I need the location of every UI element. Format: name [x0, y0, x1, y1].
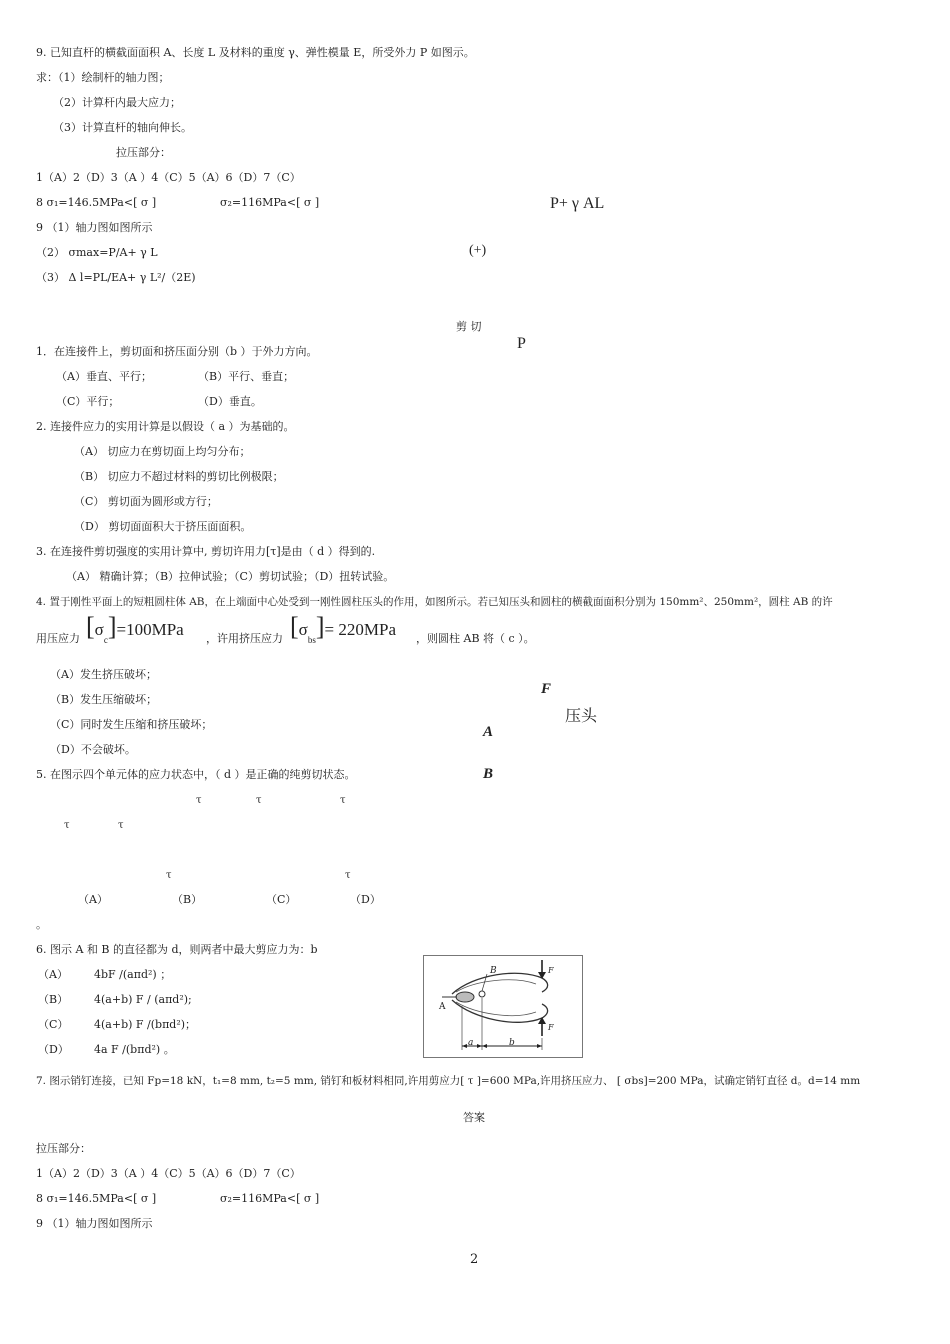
fig4-force-label: F	[541, 681, 552, 697]
shear-heading: 剪 切	[456, 320, 482, 333]
axial-force-P-label: P	[517, 335, 526, 352]
subscript-c: c	[103, 635, 108, 645]
q5-label-d: （D）	[350, 893, 381, 906]
sigma-symbol: σ	[298, 620, 308, 639]
shear-q3-options: （A） 精确计算；（B）拉伸试验；（C）剪切试验；（D）扭转试验。	[66, 570, 395, 583]
answers2-line8a: 8 σ₁=146.5MPa<[ σ ]	[36, 1192, 157, 1205]
fig4-point-a-label: A	[483, 724, 494, 740]
q5-label-c: （C）	[266, 893, 297, 906]
q9-line3: （2）计算杆内最大应力；	[53, 96, 181, 109]
shear-q2: 2. 连接件应力的实用计算是以假设（ a ）为基础的。	[36, 420, 295, 433]
answers2-line1: 1（A）2（D）3（A ）4（C）5（A）6（D）7（C）	[36, 1167, 301, 1180]
allowable-compressive-value: =100MPa	[116, 620, 184, 639]
shear-q4-line2-b: ，许用挤压应力	[206, 632, 283, 645]
answers2-line8b: σ₂=116MPa<[ σ ]	[220, 1192, 320, 1205]
shear-q1-option-d: （D）垂直。	[198, 395, 262, 408]
q9-line4: （3）计算直杆的轴向伸长。	[53, 121, 192, 134]
answers2-heading: 答案	[463, 1111, 485, 1124]
shear-q7: 7. 图示销钉连接，已知 Fp=18 kN，t₁=8 mm, t₂=5 mm, 销钉和板材料相同,许用剪应力[ τ ]=600 MPa,许用挤压应力、 [ σbs]=200 MPa，试确定销钉直径 d。d=14 mm	[36, 1075, 861, 1087]
q6-option-a: 4bF /(aπd²) ；	[94, 968, 172, 981]
pliers-figure	[423, 955, 583, 1058]
allowable-bearing-value: = 220MPa	[324, 620, 396, 639]
answers2-subheading: 拉压部分：	[36, 1142, 91, 1155]
shear-q5: 5. 在图示四个单元体的应力状态中，（ d ）是正确的纯剪切状态。	[36, 768, 356, 781]
fig6-a-label: A	[439, 1002, 446, 1012]
fig6-b-label: B	[490, 966, 497, 976]
fig6-dim-a: a	[468, 1038, 474, 1048]
fig6-f-bottom-label: F	[548, 1023, 554, 1032]
answers-line8a: 8 σ₁=146.5MPa<[ σ ]	[36, 196, 157, 209]
answers-line9-1: 9 （1）轴力图如图所示	[36, 221, 153, 234]
answers-line8b: σ₂=116MPa<[ σ ]	[220, 196, 320, 209]
answers-line9-3: （3） Δ l=PL/EA+ γ L²/（2E)	[36, 271, 196, 284]
fig6-f-top-label: F	[548, 966, 554, 975]
axial-force-sign: (+)	[469, 243, 487, 258]
q9-line2: 求：（1）绘制杆的轴力图；	[36, 71, 170, 84]
allowable-bearing-stress-formula: $[\sigma_{bs}]= 220MPa$	[290, 612, 396, 645]
q6-option-a-label: （A）	[38, 968, 68, 981]
shear-q4-option-c: （C）同时发生压缩和挤压破坏；	[50, 718, 213, 731]
shear-q3: 3. 在连接件剪切强度的实用计算中, 剪切许用力[τ]是由（ d ）得到的.	[36, 545, 376, 558]
subscript-bs: bs	[307, 635, 316, 645]
page-number: 2	[470, 1252, 479, 1267]
q6-option-b-label: （B）	[38, 993, 69, 1006]
tau-label: τ	[256, 795, 262, 806]
shear-q6: 6. 图示 A 和 B 的直径都为 d，则两者中最大剪应力为：b	[36, 943, 318, 956]
shear-q4-line2-c: ，则圆柱 AB 将（ c ）。	[416, 632, 535, 645]
shear-q1-option-b: （B）平行、垂直；	[198, 370, 295, 383]
answers-heading: 拉压部分：	[116, 146, 171, 159]
tau-label: τ	[340, 795, 346, 806]
shear-q4-line1: 4. 置于刚性平面上的短粗圆柱体 AB，在上端面中心处受到一刚性圆柱压头的作用，如图所示。若已知压头和圆柱的横截面面积分别为 150mm²、250mm²，圆柱 AB 的许	[36, 596, 833, 608]
q5-end-mark: 。	[36, 918, 47, 931]
sigma-symbol: σ	[94, 620, 104, 639]
tau-label: τ	[64, 820, 70, 831]
q6-option-c: 4(a+b) F /(bπd²)；	[94, 1018, 197, 1031]
q5-label-b: （B）	[172, 893, 203, 906]
fig6-dim-b: b	[509, 1038, 515, 1048]
allowable-compressive-stress-formula: $[\sigma_c]=100MPa$	[86, 612, 184, 645]
shear-q2-option-b: （B） 切应力不超过材料的剪切比例极限；	[74, 470, 284, 483]
fig4-indenter-label: 压头	[565, 708, 598, 725]
tau-label: τ	[196, 795, 202, 806]
q6-option-b: 4(a+b) F / (aπd²);	[94, 993, 192, 1006]
shear-q2-option-c: （C） 剪切面为圆形或方行；	[74, 495, 218, 508]
shear-q2-option-a: （A） 切应力在剪切面上均匀分布；	[74, 445, 251, 458]
q9-line1: 9. 已知直杆的横截面面积 A、长度 L 及材料的重度 γ、弹性模量 E，所受外力 P 如图示。	[36, 46, 475, 59]
fig4-point-b-label: B	[483, 766, 494, 782]
axial-force-label: P+ γ AL	[550, 195, 605, 212]
q5-label-a: （A）	[78, 893, 108, 906]
shear-q4-option-d: （D）不会破坏。	[50, 743, 136, 756]
shear-q2-option-d: （D） 剪切面面积大于挤压面面积。	[74, 520, 252, 533]
tau-label: τ	[345, 870, 351, 881]
shear-q1-option-c: （C）平行；	[56, 395, 120, 408]
q6-option-d: 4a F /(bπd²) 。	[94, 1043, 175, 1056]
tau-label: τ	[118, 820, 124, 831]
answers-line9-2: （2） σmax=P/A+ γ L	[36, 246, 158, 259]
pliers-drawing	[424, 956, 582, 1057]
tau-label: τ	[166, 870, 172, 881]
q6-option-d-label: （D）	[38, 1043, 69, 1056]
shear-q4-option-b: （B）发生压缩破坏；	[50, 693, 158, 706]
answers2-line9-1: 9 （1）轴力图如图所示	[36, 1217, 153, 1230]
shear-q4-option-a: （A）发生挤压破坏；	[50, 668, 157, 681]
shear-q1-option-a: （A）垂直、平行；	[56, 370, 152, 383]
shear-q1: 1．在连接件上，剪切面和挤压面分别（b ）于外力方向。	[36, 345, 318, 358]
q6-option-c-label: （C）	[38, 1018, 69, 1031]
answers-line1: 1（A）2（D）3（A ）4（C）5（A）6（D）7（C）	[36, 171, 301, 184]
shear-q4-line2-a: 用压应力	[36, 632, 80, 645]
